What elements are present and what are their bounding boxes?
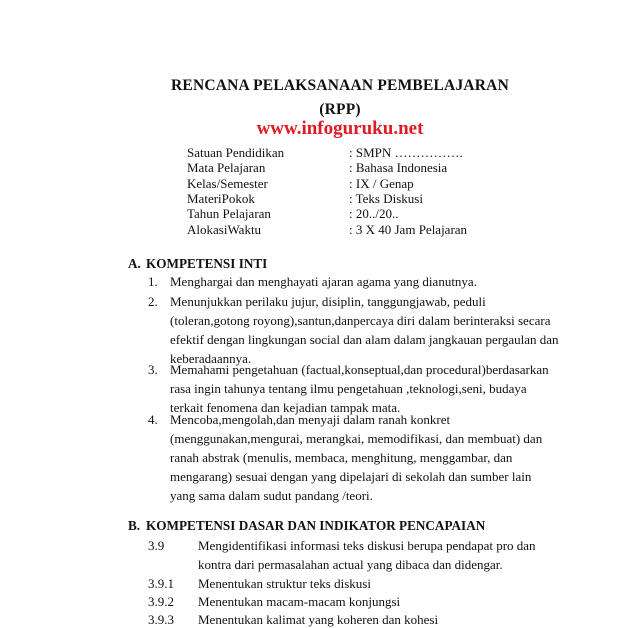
info-label: Mata Pelajaran [187,160,266,175]
section-title: KOMPETENSI DASAR DAN INDIKATOR PENCAPAIAN [146,518,486,533]
section-title: KOMPETENSI INTI [146,256,268,271]
info-label: AlokasiWaktu [187,222,262,237]
document-title: RENCANA PELAKSANAAN PEMBELAJARAN [171,77,509,94]
website-watermark: www.infoguruku.net [256,118,424,139]
info-value: : 3 X 40 Jam Pelajaran [349,222,468,237]
info-label: Tahun Pelajaran [187,206,271,221]
list-item-line: keberadaannya. [170,351,252,366]
kd-item-line: Menentukan struktur teks diskusi [198,576,371,591]
list-number: 4. [148,412,158,427]
list-item-line: terkait fenomena dan kejadian tampak mata. [170,400,401,415]
list-item-line: Mencoba,mengolah,dan menyaji dalam ranah konkret [170,412,451,427]
list-item-line: ranah abstrak (menulis, membaca, menghitung, menggambar, dan [170,450,513,465]
kd-number: 3.9.3 [148,612,174,627]
info-value: : SMPN ……………. [349,145,463,160]
kd-item-line: kontra dari permasalahan actual yang dibaca dan didengar. [198,557,503,572]
kd-item-line: Menentukan kalimat yang koheren dan kohesi [198,612,439,627]
list-number: 1. [148,274,158,289]
list-number: 3. [148,362,158,377]
kd-number: 3.9.2 [148,594,174,609]
list-item-line: efektif dengan lingkungan social dan alam dalam jangkauan pergaulan dan [170,332,559,347]
list-item-line: rasa ingin tahunya tentang ilmu pengetahuan ,teknologi,seni, budaya [170,381,527,396]
list-number: 2. [148,294,158,309]
section-letter: A. [128,256,141,271]
list-item-line: (toleran,gotong royong),santun,danpercaya diri dalam berinteraksi secara [170,313,551,328]
kd-item-line: Mengidentifikasi informasi teks diskusi berupa pendapat pro dan [198,538,536,553]
list-item-line: yang sama dalam sudut pandang /teori. [170,488,373,503]
document-subtitle: (RPP) [319,101,361,118]
info-value: : 20../20.. [349,206,399,221]
info-value: : Teks Diskusi [349,191,423,206]
list-item-line: Menunjukkan perilaku jujur, disiplin, tanggungjawab, peduli [170,294,486,309]
kd-item-line: Menentukan macam-macam konjungsi [198,594,401,609]
kd-number: 3.9 [148,538,165,553]
info-value: : Bahasa Indonesia [349,160,448,175]
info-label: MateriPokok [187,191,255,206]
info-value: : IX / Genap [349,176,414,191]
list-item-line: Menghargai dan menghayati ajaran agama yang dianutnya. [170,274,477,289]
list-item-line: Memahami pengetahuan (factual,konseptual,dan procedural)berdasarkan [170,362,549,377]
kd-number: 3.9.1 [148,576,174,591]
section-letter: B. [128,518,141,533]
info-label: Satuan Pendidikan [187,145,285,160]
info-label: Kelas/Semester [187,176,268,191]
list-item-line: (menggunakan,mengurai, merangkai, memodifikasi, dan membuat) dan [170,431,543,446]
list-item-line: mengarang) sesuai dengan yang dipelajari di sekolah dan sumber lain [170,469,532,484]
